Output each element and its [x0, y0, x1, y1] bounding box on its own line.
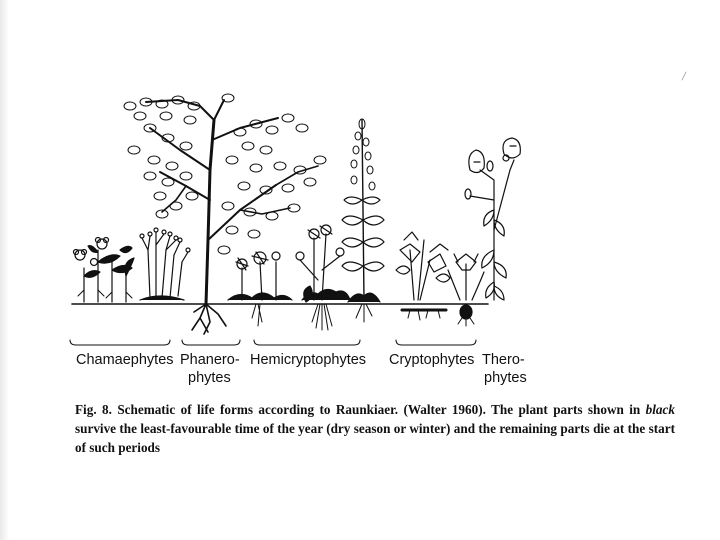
- label-chamaephytes: Chamaephytes: [76, 352, 174, 368]
- group-brackets: [70, 340, 476, 345]
- label-therophytes-line1: Thero-: [482, 352, 525, 368]
- label-cryptophytes: Cryptophytes: [389, 352, 475, 368]
- label-phanerophytes-line2: phytes: [188, 370, 231, 386]
- bracket-phanerophytes: [182, 340, 240, 345]
- bracket-chamaephytes: [70, 340, 170, 345]
- caption-italic-word: black: [645, 402, 675, 417]
- therophyte-plant: [465, 138, 520, 300]
- label-therophytes-line2: phytes: [484, 370, 527, 386]
- label-phanerophytes-line1: Phanero-: [180, 352, 240, 368]
- chamaephyte-plants: [74, 228, 191, 302]
- hemicryptophyte-plants: [228, 119, 384, 330]
- bracket-cryptophytes: [396, 340, 476, 345]
- scan-mark: [682, 72, 686, 80]
- cryptophyte-plants: [396, 232, 484, 326]
- figure-caption: [75, 400, 675, 457]
- label-hemicryptophytes: Hemicryptophytes: [250, 352, 367, 368]
- caption-text-part1: Schematic of life forms according to Raunkiaer. (Walter 1960). The plant parts shown in: [111, 402, 646, 417]
- bracket-hemicryptophytes: [254, 340, 360, 345]
- figure-number: Fig. 8.: [75, 402, 112, 417]
- caption-text-part2: survive the least-favourable time of the year (dry season or winter) and the remaining parts die at the start of such periods: [75, 421, 675, 455]
